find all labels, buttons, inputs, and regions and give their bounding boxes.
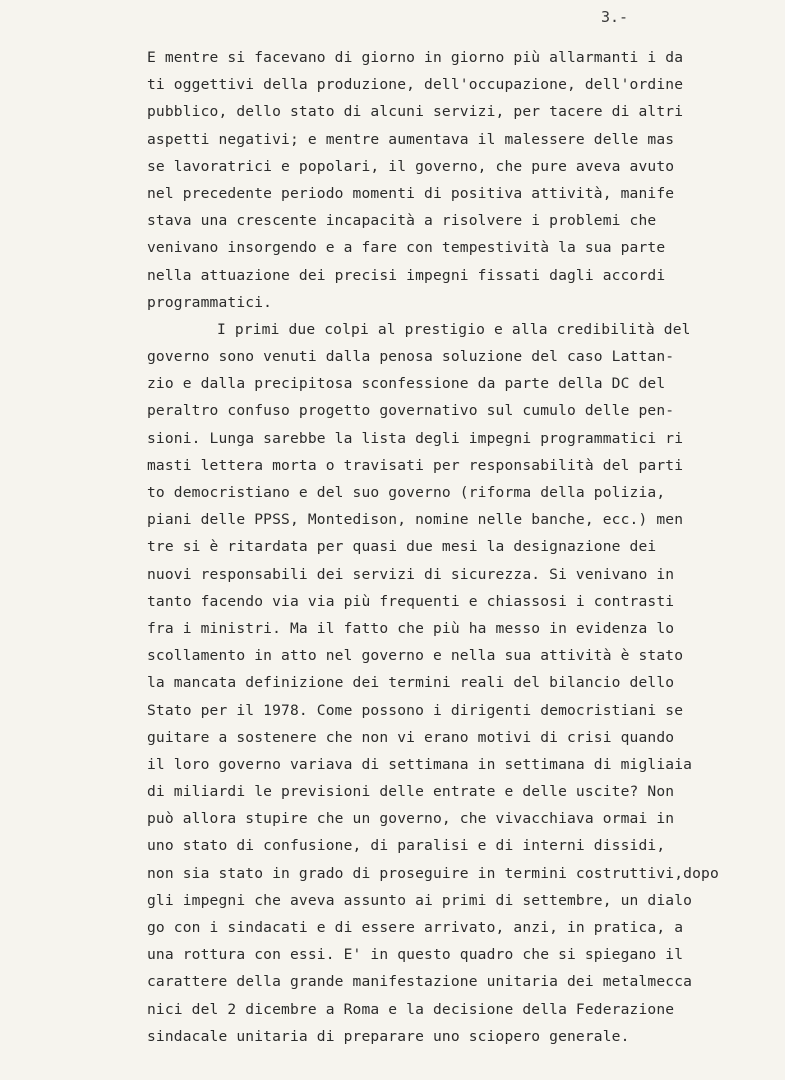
text-line: uno stato di confusione, di paralisi e di interni dissidi, — [147, 837, 666, 855]
text-line: E mentre si facevano di giorno in giorno più allarmanti i da — [147, 49, 684, 66]
text-line: sioni. Lunga sarebbe la lista degli impegni programmatici ri — [147, 429, 684, 447]
text-line: piani delle PPSS, Montedison, nomine nelle banche, ecc.) men — [147, 511, 684, 529]
text-line: gli impegni che aveva assunto ai primi di settembre, un dialo — [147, 891, 693, 909]
text-line: I primi due colpi al prestigio e alla credibilità del — [217, 320, 691, 338]
text-line: nel precedente periodo momenti di positiva attività, manife — [147, 184, 675, 202]
text-line: può allora stupire che un governo, che vivacchiava ormai in — [147, 810, 675, 828]
text-line: nici del 2 dicembre a Roma e la decisione della Federazione — [147, 1000, 675, 1018]
text-line: pubblico, dello stato di alcuni servizi, per tacere di altri — [147, 103, 684, 121]
text-line: una rottura con essi. E' in questo quadro che si spiegano il — [147, 946, 684, 964]
text-line: governo sono venuti dalla penosa soluzione del caso Lattan- — [147, 348, 675, 366]
text-line: aspetti negativi; e mentre aumentava il malessere delle mas — [147, 130, 675, 148]
text-line: go con i sindacati e di essere arrivato, anzi, in pratica, a — [147, 919, 684, 936]
text-line: nella attuazione dei precisi impegni fissati dagli accordi — [147, 266, 666, 284]
paragraph — [147, 316, 747, 1050]
text-line: Stato per il 1978. Come possono i dirigenti democristiani se — [147, 701, 684, 719]
text-line: carattere della grande manifestazione unitaria dei metalmecca — [147, 973, 693, 991]
text-line: tre si è ritardata per quasi due mesi la designazione dei — [147, 538, 657, 556]
text-line: masti lettera morta o travisati per responsabilità del parti — [147, 456, 684, 474]
document-body — [147, 44, 747, 1050]
text-line: nuovi responsabili dei servizi di sicurezza. Si venivano in — [147, 565, 675, 583]
text-line: guitare a sostenere che non vi erano motivi di crisi quando — [147, 728, 675, 746]
text-line: ti oggettivi della produzione, dell'occupazione, dell'ordine — [147, 76, 684, 94]
text-line: di miliardi le previsioni delle entrate e delle uscite? Non — [147, 783, 675, 801]
text-line: se lavoratrici e popolari, il governo, che pure aveva avuto — [147, 157, 675, 175]
text-line: il loro governo variava di settimana in settimana di migliaia — [147, 755, 693, 773]
text-line: venivano insorgendo e a fare con tempestività la sua parte — [147, 239, 666, 257]
text-line: to democristiano e del suo governo (riforma della polizia, — [147, 484, 666, 501]
text-line: scollamento in atto nel governo e nella sua attività è stato — [147, 647, 684, 665]
text-line: fra i ministri. Ma il fatto che più ha messo in evidenza lo — [147, 619, 675, 637]
text-line: non sia stato in grado di proseguire in termini costruttivi,dopo — [147, 864, 719, 882]
paragraph — [147, 44, 747, 316]
text-line: sindacale unitaria di preparare uno sciopero generale. — [147, 1027, 630, 1045]
text-line: peraltro confuso progetto governativo sul cumulo delle pen- — [147, 402, 675, 420]
text-line: stava una crescente incapacità a risolvere i problemi che — [147, 212, 657, 230]
text-line: la mancata definizione dei termini reali del bilancio dello — [147, 674, 675, 692]
page-number: 3.- — [601, 8, 629, 26]
text-line: tanto facendo via via più frequenti e chiassosi i contrasti — [147, 592, 675, 610]
text-line: zio e dalla precipitosa sconfessione da parte della DC del — [147, 375, 666, 393]
text-line: programmatici. — [147, 293, 273, 311]
